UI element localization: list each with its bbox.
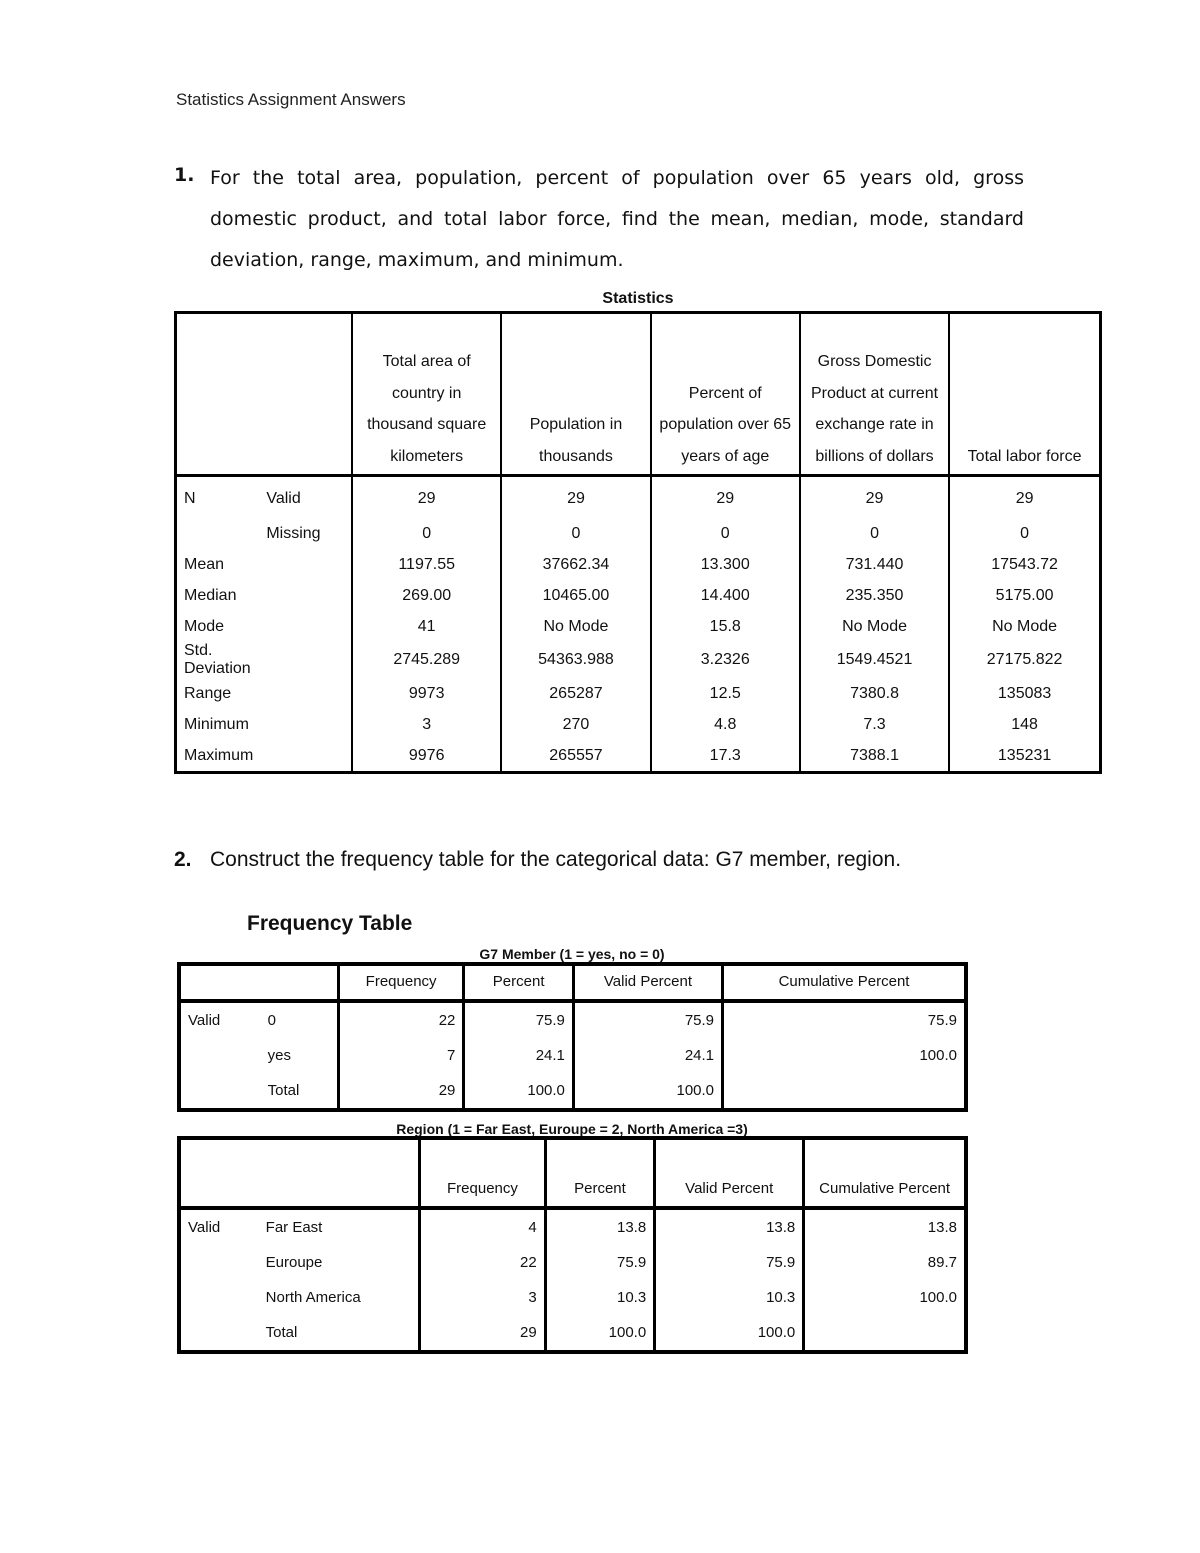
row-label: N <box>184 490 196 507</box>
stat-value: 135083 <box>949 678 1100 709</box>
statistics-row <box>176 642 1101 678</box>
row-category: 0 <box>267 1012 276 1029</box>
stat-value: 3 <box>352 709 501 740</box>
row-label <box>179 1245 259 1280</box>
stat-value: No Mode <box>949 611 1100 642</box>
stat-value: 17.3 <box>651 740 800 773</box>
row-sublabel <box>259 740 352 773</box>
statistics-row <box>176 678 1101 709</box>
frequency-value: 13.8 <box>655 1208 804 1245</box>
stat-value: 29 <box>501 476 650 519</box>
frequency-value: 29 <box>338 1073 464 1110</box>
frequency-table-title: Frequency Table <box>247 912 413 935</box>
column-header: Population in thousands <box>501 313 650 476</box>
frequency-value: 22 <box>338 1001 464 1038</box>
stat-value: 41 <box>352 611 501 642</box>
frequency-value: 13.8 <box>804 1208 966 1245</box>
column-header: Percent <box>545 1138 654 1208</box>
region-header-row <box>179 1138 966 1208</box>
g7-header-blank <box>179 964 338 1001</box>
stat-value: 29 <box>651 476 800 519</box>
stat-value: 29 <box>949 476 1100 519</box>
statistics-header-blank <box>176 313 353 476</box>
row-label: Range <box>184 684 232 702</box>
row-sublabel <box>259 642 352 678</box>
column-header: Frequency <box>338 964 464 1001</box>
stat-value: 29 <box>352 476 501 519</box>
row-label <box>179 1038 261 1073</box>
stat-value: 9973 <box>352 678 501 709</box>
row-label <box>179 1315 259 1352</box>
stat-value: 265557 <box>501 740 650 773</box>
stat-value: 29 <box>800 476 949 519</box>
g7-body <box>179 1001 966 1110</box>
frequency-value: 100.0 <box>545 1315 654 1352</box>
stat-value: 235.350 <box>800 580 949 611</box>
row-sublabel <box>259 709 352 740</box>
frequency-value <box>723 1073 966 1110</box>
frequency-value: 75.9 <box>464 1001 574 1038</box>
g7-header-row <box>179 964 966 1001</box>
stat-value: No Mode <box>501 611 650 642</box>
stat-value: 13.300 <box>651 549 800 580</box>
column-header: Gross Domestic Product at current exchange rate in billions of dollars <box>800 313 949 476</box>
g7-table-caption: G7 Member (1 = yes, no = 0) <box>479 946 665 962</box>
frequency-value: 100.0 <box>655 1315 804 1352</box>
stat-value: 0 <box>352 518 501 549</box>
question-2-number: 2. <box>174 848 192 871</box>
row-sublabel <box>259 678 352 709</box>
row-category: yes <box>267 1047 291 1064</box>
row-sublabel <box>259 580 352 611</box>
table-row <box>179 1038 966 1073</box>
row-category: Total <box>265 1324 298 1341</box>
statistics-row <box>176 580 1101 611</box>
stat-value: No Mode <box>800 611 949 642</box>
column-header: Percent <box>464 964 574 1001</box>
row-sublabel <box>259 549 352 580</box>
frequency-value: 89.7 <box>804 1245 966 1280</box>
statistics-row <box>176 740 1101 773</box>
frequency-value: 29 <box>420 1315 546 1352</box>
statistics-row <box>176 518 1101 549</box>
g7-frequency-table <box>177 962 968 1112</box>
frequency-value: 4 <box>420 1208 546 1245</box>
question-1-number: 1. <box>174 164 195 186</box>
row-category: Far East <box>265 1219 323 1236</box>
row-sublabel <box>259 611 352 642</box>
statistics-body <box>176 476 1101 773</box>
row-label: Valid <box>188 1012 221 1029</box>
stat-value: 2745.289 <box>352 642 501 678</box>
statistics-row <box>176 611 1101 642</box>
row-label <box>179 1073 261 1110</box>
frequency-value: 100.0 <box>573 1073 722 1110</box>
stat-value: 27175.822 <box>949 642 1100 678</box>
column-header: Valid Percent <box>655 1138 804 1208</box>
stat-value: 4.8 <box>651 709 800 740</box>
stat-value: 0 <box>651 518 800 549</box>
statistics-caption: Statistics <box>602 290 674 307</box>
stat-value: 14.400 <box>651 580 800 611</box>
row-label: Mean <box>184 555 225 573</box>
stat-value: 7380.8 <box>800 678 949 709</box>
row-sublabel: Valid <box>266 490 301 507</box>
column-header: Total labor force <box>949 313 1100 476</box>
statistics-table <box>174 311 1102 774</box>
column-header: Total area of country in thousand square kilometers <box>352 313 501 476</box>
row-label: Mode <box>184 617 225 635</box>
frequency-value: 75.9 <box>655 1245 804 1280</box>
frequency-value: 75.9 <box>545 1245 654 1280</box>
stat-value: 9976 <box>352 740 501 773</box>
table-row <box>179 1208 966 1245</box>
stat-value: 0 <box>800 518 949 549</box>
column-header: Cumulative Percent <box>804 1138 966 1208</box>
stat-value: 15.8 <box>651 611 800 642</box>
statistics-row <box>176 549 1101 580</box>
column-header: Frequency <box>420 1138 546 1208</box>
statistics-row <box>176 476 1101 519</box>
frequency-value: 75.9 <box>573 1001 722 1038</box>
stat-value: 731.440 <box>800 549 949 580</box>
region-header-blank <box>179 1138 420 1208</box>
question-2-text: Construct the frequency table for the categorical data: G7 member, region. <box>210 848 902 871</box>
table-row <box>179 1001 966 1038</box>
stat-value: 5175.00 <box>949 580 1100 611</box>
table-row <box>179 1073 966 1110</box>
row-label <box>179 1280 259 1315</box>
stat-value: 1549.4521 <box>800 642 949 678</box>
stat-value: 37662.34 <box>501 549 650 580</box>
region-table-caption: Region (1 = Far East, Euroupe = 2, North America =3) <box>396 1121 748 1137</box>
question-1-text: For the total area, population, percent of population over 65 years old, gross domestic product, and total labor force, find the mean, median, mode, standard deviation, range, maximum, and minimum. <box>210 167 1024 271</box>
stat-value: 135231 <box>949 740 1100 773</box>
frequency-value: 24.1 <box>573 1038 722 1073</box>
frequency-value: 10.3 <box>545 1280 654 1315</box>
frequency-value: 22 <box>420 1245 546 1280</box>
frequency-value: 3 <box>420 1280 546 1315</box>
stat-value: 12.5 <box>651 678 800 709</box>
stat-value: 270 <box>501 709 650 740</box>
row-label: Valid <box>188 1219 221 1236</box>
frequency-value: 100.0 <box>804 1280 966 1315</box>
question-2 <box>174 848 1074 872</box>
stat-value: 265287 <box>501 678 650 709</box>
frequency-value: 13.8 <box>545 1208 654 1245</box>
frequency-value: 75.9 <box>723 1001 966 1038</box>
region-frequency-table <box>177 1136 968 1354</box>
stat-value: 148 <box>949 709 1100 740</box>
stat-value: 10465.00 <box>501 580 650 611</box>
row-category: North America <box>265 1289 361 1306</box>
stat-value: 0 <box>501 518 650 549</box>
column-header: Percent of population over 65 years of age <box>651 313 800 476</box>
row-label <box>176 518 260 549</box>
row-label: Maximum <box>184 746 254 764</box>
table-row <box>179 1315 966 1352</box>
row-sublabel: Missing <box>266 524 321 542</box>
stat-value: 54363.988 <box>501 642 650 678</box>
frequency-value: 24.1 <box>464 1038 574 1073</box>
statistics-row <box>176 709 1101 740</box>
stat-value: 7388.1 <box>800 740 949 773</box>
row-category: Total <box>267 1082 300 1099</box>
frequency-value: 10.3 <box>655 1280 804 1315</box>
row-label: Minimum <box>184 715 249 733</box>
stat-value: 17543.72 <box>949 549 1100 580</box>
row-label: Median <box>184 586 237 604</box>
stat-value: 0 <box>949 518 1100 549</box>
document-heading: Statistics Assignment Answers <box>176 90 406 109</box>
statistics-header-row <box>176 313 1101 476</box>
stat-value: 269.00 <box>352 580 501 611</box>
row-label: Std. Deviation <box>184 642 251 677</box>
frequency-value <box>804 1315 966 1352</box>
question-1 <box>174 164 1024 281</box>
table-row <box>179 1280 966 1315</box>
table-row <box>179 1245 966 1280</box>
column-header: Valid Percent <box>573 964 722 1001</box>
frequency-value: 7 <box>338 1038 464 1073</box>
stat-value: 7.3 <box>800 709 949 740</box>
frequency-value: 100.0 <box>464 1073 574 1110</box>
row-category: Euroupe <box>265 1254 323 1271</box>
region-body <box>179 1208 966 1352</box>
stat-value: 1197.55 <box>352 549 501 580</box>
stat-value: 3.2326 <box>651 642 800 678</box>
column-header: Cumulative Percent <box>723 964 966 1001</box>
frequency-value: 100.0 <box>723 1038 966 1073</box>
